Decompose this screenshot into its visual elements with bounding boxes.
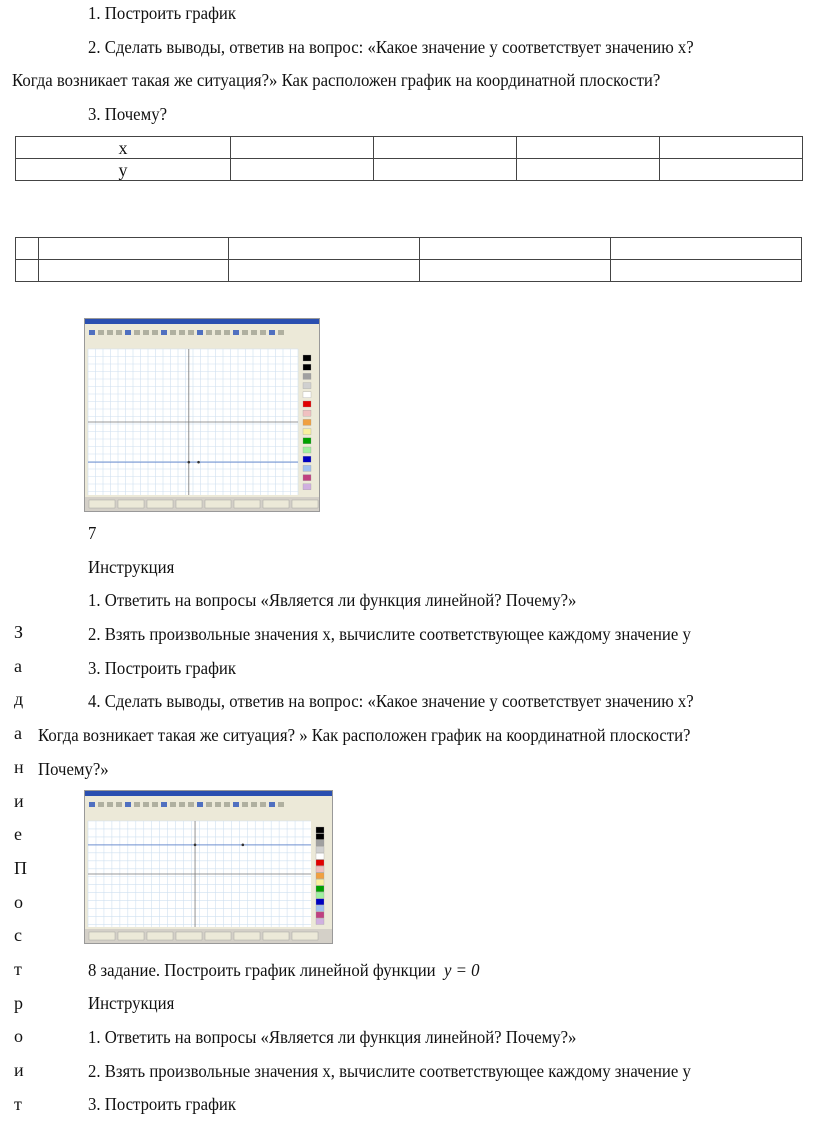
- palette-swatch: [303, 355, 311, 361]
- palette-swatch: [316, 879, 324, 885]
- task8-item-2: 2. Взять произвольные значения х, вычислите соответствующее каждому значение у: [88, 1061, 691, 1081]
- side-letter: с: [14, 925, 22, 946]
- toolbar-icon: [260, 330, 266, 335]
- toolbar-icon: [125, 802, 131, 807]
- task8-formula: y = 0: [443, 960, 480, 980]
- palette-swatch: [303, 447, 311, 453]
- taskbar-button: [118, 500, 144, 508]
- taskbar-button: [234, 932, 260, 940]
- table-cell: [16, 260, 39, 282]
- toolbar-icon: [215, 802, 221, 807]
- taskbar-button: [147, 500, 173, 508]
- toolbar-icon: [206, 802, 212, 807]
- taskbar-button: [89, 500, 115, 508]
- table-cell: [420, 260, 611, 282]
- taskbar-button: [118, 932, 144, 940]
- palette-swatch: [303, 429, 311, 435]
- taskbar-button: [147, 932, 173, 940]
- taskbar-button: [89, 932, 115, 940]
- table-cell: [229, 238, 420, 260]
- toolbar-icon: [278, 802, 284, 807]
- palette-swatch: [303, 410, 311, 416]
- table-cell: [660, 137, 803, 159]
- palette-swatch: [316, 860, 324, 866]
- row-label: x: [16, 137, 231, 159]
- palette-swatch: [316, 892, 324, 898]
- toolbar-icon: [152, 802, 158, 807]
- toolbar-icon: [188, 330, 194, 335]
- toolbar-icon: [260, 802, 266, 807]
- taskbar-button: [176, 500, 202, 508]
- palette-swatch: [316, 827, 324, 833]
- graph-point: [242, 844, 245, 847]
- palette-swatch: [316, 912, 324, 918]
- task7-item-3: 3. Построить график: [88, 658, 237, 678]
- task7-item-4-continued: Когда возникает такая же ситуация? » Как расположен график на координатной плоскости?: [38, 725, 691, 745]
- toolbar-icon: [179, 330, 185, 335]
- table-row-x: [16, 137, 803, 159]
- palette-swatch: [303, 419, 311, 425]
- title-bar: [85, 791, 332, 796]
- toolbar-icon: [197, 802, 203, 807]
- toolbar-icon: [143, 330, 149, 335]
- task8-title: [88, 960, 479, 980]
- task8-item-3: 3. Построить график: [88, 1094, 237, 1114]
- toolbar-icon: [98, 330, 104, 335]
- taskbar-button: [292, 932, 318, 940]
- graph-point: [188, 461, 191, 464]
- graph-app-screenshot-2: [84, 790, 333, 944]
- toolbar-icon: [116, 330, 122, 335]
- side-letter: т: [14, 1093, 22, 1114]
- side-letter: и: [14, 1060, 24, 1081]
- top-item-2-continued: Когда возникает такая же ситуация?» Как расположен график на координатной плоскости?: [12, 70, 661, 90]
- side-letter: П: [14, 857, 27, 878]
- toolbar-icon: [251, 330, 257, 335]
- palette-swatch: [316, 853, 324, 859]
- palette-swatch: [316, 886, 324, 892]
- table-row: [16, 238, 802, 260]
- toolbar-icon: [179, 802, 185, 807]
- palette-swatch: [303, 373, 311, 379]
- empty-table: [15, 237, 802, 282]
- table-cell: [611, 238, 802, 260]
- palette-swatch: [316, 873, 324, 879]
- toolbar-icon: [89, 802, 95, 807]
- task7-heading: Инструкция: [88, 557, 175, 577]
- task8-heading: Инструкция: [88, 993, 175, 1013]
- table-cell: [39, 238, 229, 260]
- toolbar-icon: [278, 330, 284, 335]
- toolbar-icon: [269, 330, 275, 335]
- side-letter: о: [14, 891, 23, 912]
- taskbar-button: [263, 500, 289, 508]
- toolbar-icon: [143, 802, 149, 807]
- table-cell: [517, 159, 660, 181]
- side-letter: а: [14, 723, 22, 744]
- table-cell: [611, 260, 802, 282]
- palette-swatch: [316, 866, 324, 872]
- palette-swatch: [303, 484, 311, 490]
- toolbar-icon: [134, 802, 140, 807]
- palette-swatch: [303, 456, 311, 462]
- palette-swatch: [316, 918, 324, 924]
- toolbar-icon: [242, 802, 248, 807]
- table-cell: [420, 238, 611, 260]
- side-letter: р: [14, 992, 23, 1013]
- side-letter: о: [14, 1026, 23, 1047]
- side-letter: т: [14, 959, 22, 979]
- toolbar-icon: [233, 330, 239, 335]
- table-cell: [517, 137, 660, 159]
- palette-swatch: [303, 392, 311, 398]
- toolbar-icon: [125, 330, 131, 335]
- graph-point: [194, 844, 197, 847]
- task7-item-4: 4. Сделать выводы, ответив на вопрос: «Какое значение у соответствует значению х?: [88, 691, 694, 711]
- palette-swatch: [303, 383, 311, 389]
- xy-table: [15, 136, 803, 181]
- palette-swatch: [316, 840, 324, 846]
- graph-app-screenshot-1: [84, 318, 320, 512]
- toolbar: [85, 324, 319, 348]
- toolbar-icon: [116, 802, 122, 807]
- palette-swatch: [316, 847, 324, 853]
- palette-swatch: [316, 899, 324, 905]
- table-cell: [16, 238, 39, 260]
- side-letter: а: [14, 655, 22, 676]
- graph-point: [197, 461, 200, 464]
- toolbar-icon: [170, 330, 176, 335]
- palette-swatch: [303, 475, 311, 481]
- side-letter: З: [14, 622, 24, 642]
- toolbar-icon: [197, 330, 203, 335]
- table-cell: [231, 159, 374, 181]
- toolbar-icon: [107, 802, 113, 807]
- task7-item-2: 2. Взять произвольные значения х, вычислите соответствующее каждому значение у: [88, 624, 691, 644]
- toolbar-icon: [170, 802, 176, 807]
- taskbar-button: [205, 500, 231, 508]
- task7-item-1: 1. Ответить на вопросы «Является ли функция линейной? Почему?»: [88, 590, 577, 610]
- table-row-y: [16, 159, 803, 181]
- toolbar-icon: [98, 802, 104, 807]
- toolbar: [85, 796, 332, 820]
- task8-item-1: 1. Ответить на вопросы «Является ли функция линейной? Почему?»: [88, 1027, 577, 1047]
- toolbar-icon: [134, 330, 140, 335]
- table-cell: [229, 260, 420, 282]
- toolbar-icon: [188, 802, 194, 807]
- table-cell: [39, 260, 229, 282]
- toolbar-icon: [161, 802, 167, 807]
- taskbar-button: [205, 932, 231, 940]
- taskbar-button: [176, 932, 202, 940]
- taskbar-button: [234, 500, 260, 508]
- toolbar-icon: [89, 330, 95, 335]
- toolbar-icon: [224, 330, 230, 335]
- table-cell: [374, 159, 517, 181]
- task7-number: 7: [88, 523, 97, 543]
- palette-swatch: [303, 465, 311, 471]
- toolbar-icon: [251, 802, 257, 807]
- task8-title-text: 8 задание. Построить график линейной функции: [88, 960, 436, 980]
- toolbar-icon: [233, 802, 239, 807]
- table-cell: [660, 159, 803, 181]
- side-letter: д: [14, 689, 24, 710]
- palette-swatch: [316, 905, 324, 911]
- toolbar-icon: [269, 802, 275, 807]
- palette-swatch: [303, 401, 311, 407]
- task7-item-4-continued-2: Почему?»: [38, 759, 109, 779]
- toolbar-icon: [206, 330, 212, 335]
- top-item-2: 2. Сделать выводы, ответив на вопрос: «Какое значение у соответствует значению х?: [88, 37, 694, 57]
- toolbar-icon: [215, 330, 221, 335]
- taskbar-button: [292, 500, 318, 508]
- top-item-3: 3. Почему?: [88, 104, 168, 124]
- toolbar-icon: [107, 330, 113, 335]
- side-letter: н: [14, 756, 24, 777]
- toolbar-icon: [242, 330, 248, 335]
- table-cell: [231, 137, 374, 159]
- toolbar-icon: [161, 330, 167, 335]
- palette-swatch: [303, 438, 311, 444]
- palette-swatch: [303, 364, 311, 370]
- toolbar-icon: [152, 330, 158, 335]
- title-bar: [85, 319, 319, 324]
- side-letter: и: [14, 790, 24, 811]
- row-label: y: [16, 159, 231, 181]
- palette-swatch: [316, 834, 324, 840]
- side-letter: е: [14, 824, 22, 845]
- taskbar-button: [263, 932, 289, 940]
- toolbar-icon: [224, 802, 230, 807]
- top-item-1: 1. Построить график: [88, 3, 237, 23]
- table-cell: [374, 137, 517, 159]
- table-row: [16, 260, 802, 282]
